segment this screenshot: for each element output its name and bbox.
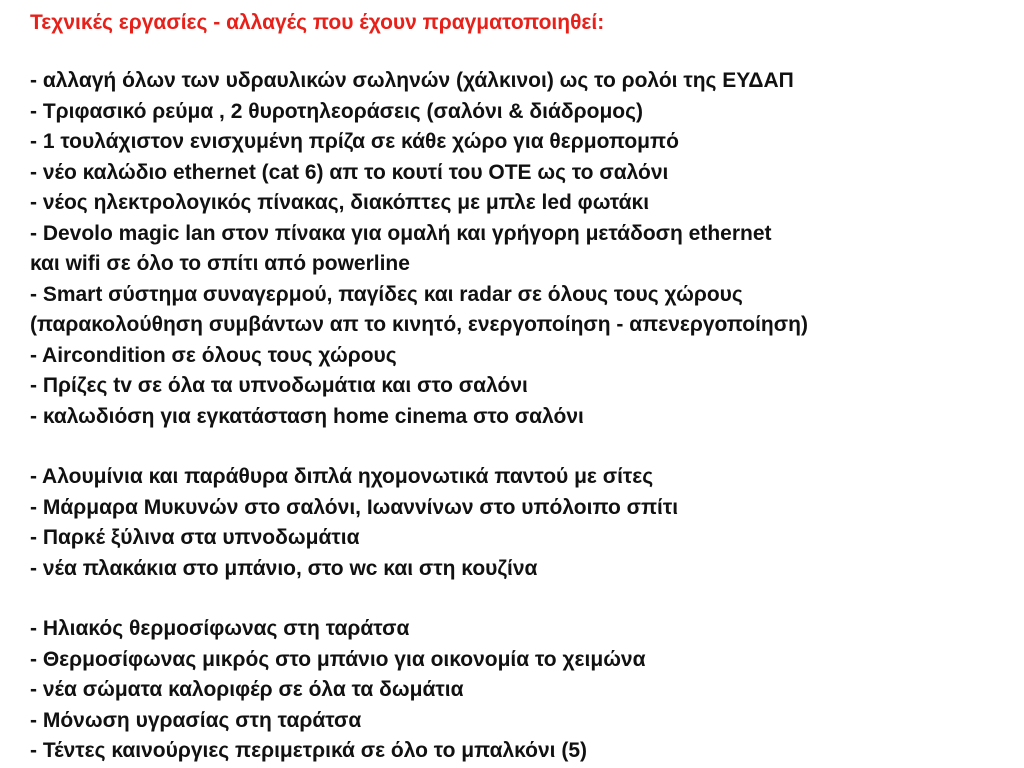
list-item: (παρακολούθηση συμβάντων απ το κινητό, ενεργοποίηση - απενεργοποίηση): [30, 313, 808, 336]
list-item: - Πρίζες tv σε όλα τα υπνοδωμάτια και στο σαλόνι: [30, 374, 528, 397]
list-item: - καλωδιόση για εγκατάσταση home cinema στο σαλόνι: [30, 404, 584, 428]
list-item: - Αλουμίνια και παράθυρα διπλά ηχομονωτικά παντού με σίτες: [30, 465, 654, 488]
list-item: - Τέντες καινούργιες περιμετρικά σε όλο το μπαλκόνι (5): [30, 739, 588, 762]
section-3: [30, 614, 1024, 767]
list-item: - νέο καλώδιο ethernet (cat 6) απ το κουτί του ΟΤΕ ως το σαλόνι: [30, 160, 669, 184]
list-item: και wifi σε όλο το σπίτι από powerline: [30, 252, 410, 275]
list-item: - 1 τουλάχιστον ενισχυμένη πρίζα σε κάθε χώρο για θερμοπομπό: [30, 130, 679, 153]
list-item: - Μάρμαρα Μυκυνών στο σαλόνι, Ιωαννίνων στο υπόλοιπο σπίτι: [30, 495, 679, 519]
list-item: - αλλαγή όλων των υδραυλικών σωληνών (χάλκινοι) ως το ρολόι της ΕΥΔΑΠ: [30, 69, 794, 92]
document-body: [30, 66, 1024, 767]
list-item: - Devolo magic lan στον πίνακα για ομαλή και γρήγορη μετάδοση ethernet: [30, 221, 772, 245]
list-item: - Aircondition σε όλους τους χώρους: [30, 343, 397, 367]
list-item: - Θερμοσίφωνας μικρός στο μπάνιο για οικονομία το χειμώνα: [30, 647, 646, 671]
list-item: - Μόνωση υγρασίας στη ταράτσα: [30, 708, 362, 732]
list-item: - νέα σώματα καλοριφέρ σε όλα τα δωμάτια: [30, 678, 464, 701]
section-2: [30, 462, 1024, 584]
list-item: - νέα πλακάκια στο μπάνιο, στο wc και στη κουζίνα: [30, 556, 538, 580]
list-item: - Παρκέ ξύλινα στα υπνοδωμάτια: [30, 526, 360, 549]
document-title: Τεχνικές εργασίες - αλλαγές που έχουν πραγματοποιηθεί:: [30, 11, 605, 34]
list-item: - Ηλιακός θερμοσίφωνας στη ταράτσα: [30, 617, 410, 640]
list-item: - Τριφασικό ρεύμα , 2 θυροτηλεοράσεις (σαλόνι & διάδρομος): [30, 99, 644, 123]
section-1: [30, 66, 1024, 432]
list-item: - νέος ηλεκτρολογικός πίνακας, διακόπτες με μπλε led φωτάκι: [30, 191, 650, 214]
list-item: - Smart σύστημα συναγερμού, παγίδες και radar σε όλους τους χώρους: [30, 282, 743, 306]
